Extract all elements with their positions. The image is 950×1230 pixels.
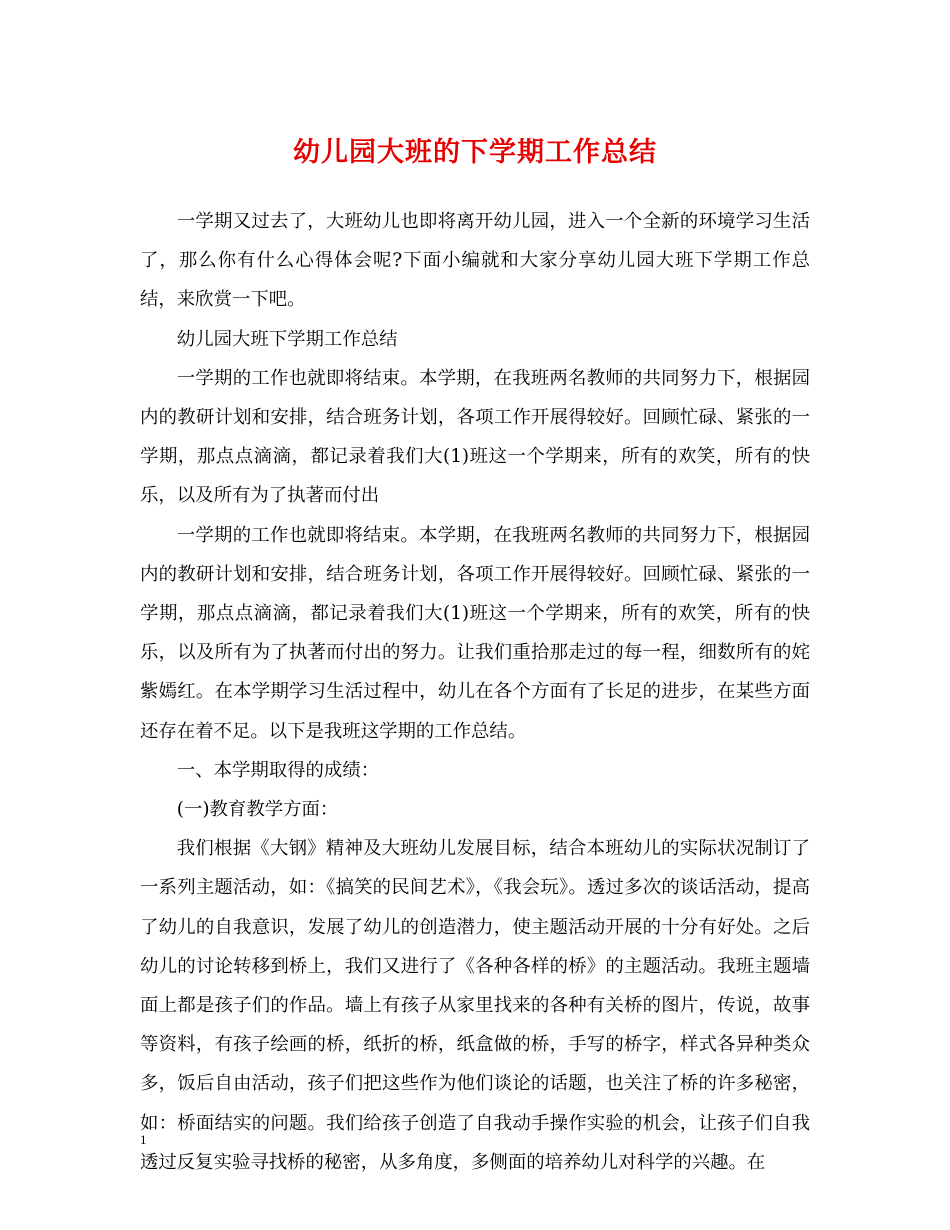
paragraph-intro: 一学期又过去了，大班幼儿也即将离开幼儿园，进入一个全新的环境学习生活了，那么你有什么心得体会呢?下面小编就和大家分享幼儿园大班下学期工作总结，来欣赏一下吧。 <box>140 211 810 311</box>
paragraph-subtitle: 幼儿园大班下学期工作总结 <box>176 328 398 350</box>
document-title: 幼儿园大班的下学期工作总结 <box>293 137 657 168</box>
document-body <box>140 202 810 1182</box>
paragraph-summary-full: 一学期的工作也就即将结束。本学期，在我班两名教师的共同努力下，根据园内的教研计划和安排，结合班务计划，各项工作开展得较好。回顾忙碌、紧张的一学期，那点点滴滴，都记录着我们大(1)班这一个学期来，所有的欢笑，所有的快乐，以及所有为了执著而付出的努力。让我们重拾那走过的每一程，细数所有的姹紫嫣红。在本学期学习生活过程中，幼儿在各个方面有了长足的进步，在某些方面还存在着不足。以下是我班这学期的工作总结。 <box>140 524 810 742</box>
paragraph-summary-short: 一学期的工作也就即将结束。本学期，在我班两名教师的共同努力下，根据园内的教研计划和安排，结合班务计划，各项工作开展得较好。回顾忙碌、紧张的一学期，那点点滴滴，都记录着我们大(1)班这一个学期来，所有的欢笑，所有的快乐，以及所有为了执著而付出 <box>140 367 810 507</box>
section-heading-achievements: 一、本学期取得的成绩： <box>176 759 380 781</box>
subsection-heading-teaching: (一)教育教学方面： <box>176 799 339 821</box>
paragraph-teaching: 我们根据《大钢》精神及大班幼儿发展目标，结合本班幼儿的实际状况制订了一系列主题活动，如：《搞笑的民间艺术》，《我会玩》。透过多次的谈话活动，提高了幼儿的自我意识，发展了幼儿的创造潜力，使主题活动开展的十分有好处。之后幼儿的讨论转移到桥上，我们又进行了《各种各样的桥》的主题活动。我班主题墙面上都是孩子们的作品。墙上有孩子从家里找来的各种有关桥的图片，传说，故事等资料，有孩子绘画的桥，纸折的桥，纸盒做的桥，手写的桥字，样式各异种类众多，饭后自由活动，孩子们把这些作为他们谈论的话题，也关注了桥的许多秘密，如：桥面结实的问题。我们给孩子创造了自我动手操作实验的机会，让孩子们自我透过反复实验寻找桥的秘密，从多角度，多侧面的培养幼儿对科学的兴趣。在 <box>140 838 810 1173</box>
page-number: 1 <box>140 1132 147 1147</box>
